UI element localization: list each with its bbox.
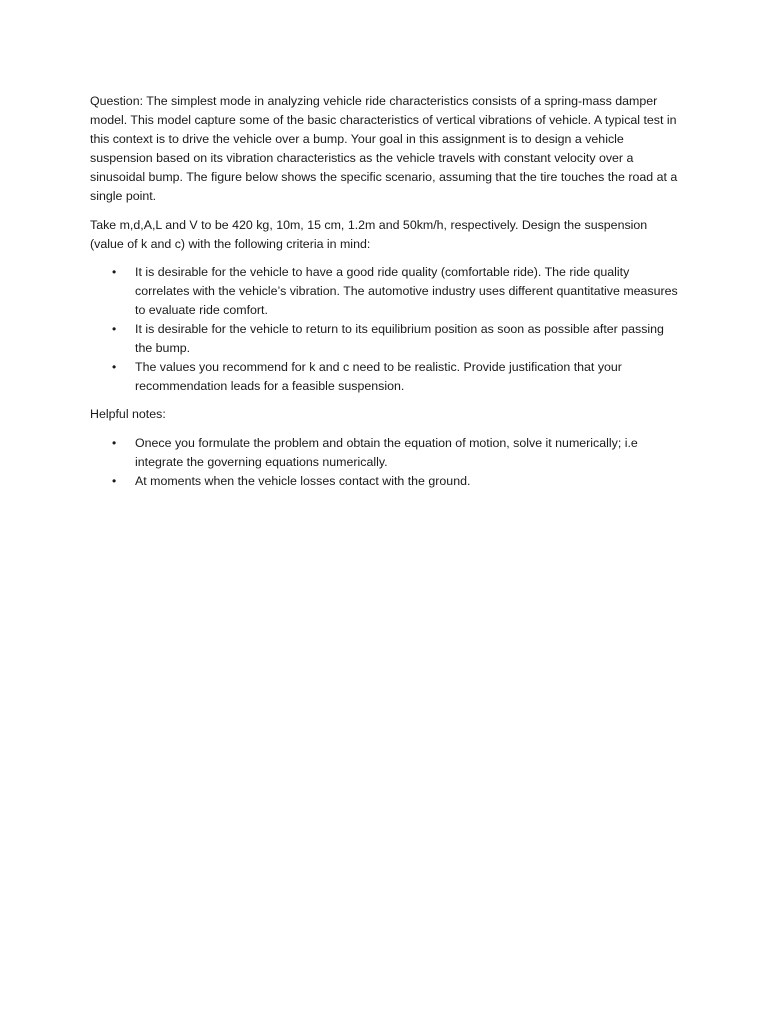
bullet-icon: • (112, 264, 117, 279)
bullet-icon: • (112, 435, 117, 450)
note-item-text: Onece you formulate the problem and obtain the equation of motion, solve it numerically; i.e integrate the governing equations numerically. (135, 435, 638, 469)
criteria-list (90, 263, 680, 397)
question-paragraph: Question: The simplest mode in analyzing vehicle ride characteristics consists of a spring-mass damper model. This model capture some of the basic characteristics of vertical vibrations of vehicle. A typical test in this context is to drive the vehicle over a bump. Your goal in this assignment is to design a vehicle suspension based on its vibration characteristics as the vehicle travels with constant velocity over a sinusoidal bump. The figure below shows the specific scenario, assuming that the tire touches the road at a single point. (90, 94, 678, 204)
criteria-item-text: The values you recommend for k and c need to be realistic. Provide justification that your recommendation leads for a feasible suspension. (135, 360, 622, 394)
note-item (90, 472, 680, 491)
document-body (90, 92, 680, 500)
notes-heading: Helpful notes: (90, 407, 166, 422)
criteria-item-text: It is desirable for the vehicle to return to its equilibrium position as soon as possible after passing the bump. (135, 322, 664, 356)
bullet-icon: • (112, 360, 117, 375)
parameters-paragraph: Take m,d,A,L and V to be 420 kg, 10m, 15 cm, 1.2m and 50km/h, respectively. Design the suspension (value of k and c) with the following criteria in mind: (90, 217, 648, 251)
criteria-item (90, 358, 680, 396)
note-item-text: At moments when the vehicle losses contact with the ground. (135, 473, 471, 488)
note-item (90, 434, 680, 472)
notes-list (90, 434, 680, 491)
criteria-item (90, 263, 680, 320)
bullet-icon: • (112, 473, 117, 488)
criteria-item-text: It is desirable for the vehicle to have a good ride quality (comfortable ride). The ride quality correlates with the vehicle’s vibration. The automotive industry uses different quantitative measures to evaluate ride comfort. (135, 264, 678, 317)
criteria-item (90, 320, 680, 358)
bullet-icon: • (112, 322, 117, 337)
